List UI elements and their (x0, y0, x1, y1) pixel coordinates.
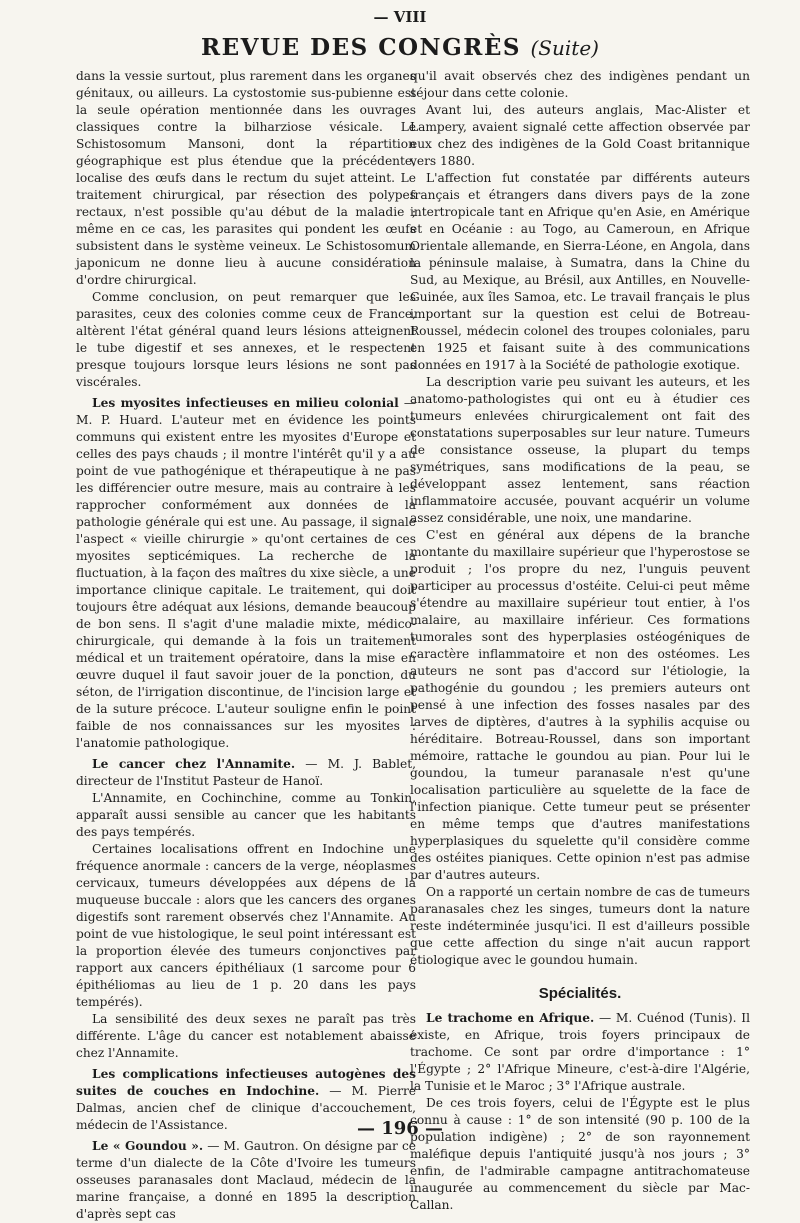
paragraph: Avant lui, des auteurs anglais, Mac-Alister et Lampery, avaient signalé cette affection observée par eux chez des indigènes de la Gold Coast britannique vers 1880. (410, 103, 750, 168)
paragraph: La sensibilité des deux sexes ne paraît pas très différente. L'âge du cancer est notablement abaissé chez l'Annamite. (76, 1012, 416, 1060)
paragraph: Les complications infectieuses autogènes des suites de couches en Indochine. — M. Pierre Dalmas, ancien chef de clinique d'accouchement, médecin de l'Assistance. (76, 1067, 416, 1132)
right-column (410, 68, 750, 1214)
paragraph: On a rapporté un certain nombre de cas de tumeurs paranasales chez les singes, tumeurs dont la nature reste indéterminée jusqu'ici. Il est d'ailleurs possible que cette affection du singe n'ait aucun rapport étiologique avec le goundou humain. (410, 885, 750, 967)
paragraph: C'est en général aux dépens de la branche montante du maxillaire supérieur que l'hyperostose se produit ; l'os propre du nez, l'unguis peuvent participer au processus d'ostéite. Celui-ci peut même s'étendre au maxillaire supérieur tout entier, à l'os malaire, au maxillaire inférieur. Ces formations tumorales sont des hyperplasies ostéogéniques de caractère inflammatoire et non des ostéomes. Les auteurs ne sont pas d'accord sur l'étiologie, la pathogénie du goundou ; les premiers auteurs ont pensé à une infection des fosses nasales par des larves de diptères, d'autres à la syphilis acquise ou héréditaire. Botreau-Roussel, dans son important mémoire, rattache le goundou au pian. Pour lui le goundou, la tumeur paranasale n'est qu'une localisation particulière au squelette de la face de l'infection pianique. Cette tumeur peut se présenter en même temps que d'autres manifestations hyperplasiques du squelette qu'il considère comme des ostéites pianiques. Cette opinion n'est pas admise par d'autres auteurs. (410, 528, 750, 882)
article-heading: Les complications infectieuses autogènes des suites de couches en Indochine. (76, 1067, 416, 1098)
running-title (0, 34, 800, 61)
left-column (76, 68, 416, 1223)
paragraph: Le « Goundou ». — M. Gautron. On désigne par ce terme d'un dialecte de la Côte d'Ivoire les tumeurs osseuses paranasales dont Maclaud, médecin de la marine française, a donné en 1895 la description d'après sept cas (76, 1139, 416, 1221)
paragraph: De ces trois foyers, celui de l'Égypte est le plus connu à cause : 1° de son intensité (90 p. 100 de la population indigène) ; 2° de son rayonnement maléfique depuis l'antiquité jusqu'à nos jours ; 3° enfin, de l'admirable campagne antitrachomateuse inaugurée au commencement du siècle par Mac-Callan. (410, 1096, 750, 1212)
article-heading: Les myosites infectieuses en milieu colonial (92, 396, 399, 410)
paragraph: Le trachome en Afrique. — M. Cuénod (Tunis). Il existe, en Afrique, trois foyers principaux de trachome. Ce sont par ordre d'importance : 1° l'Égypte ; 2° l'Afrique Mineure, c'est-à-dire l'Algérie, la Tunisie et le Maroc ; 3° l'Afrique australe. (410, 1011, 750, 1093)
article-heading: Le « Goundou ». (92, 1139, 204, 1153)
article-heading: Le cancer chez l'Annamite. (92, 757, 296, 771)
paragraph: Le cancer chez l'Annamite. — M. J. Bablet, directeur de l'Institut Pasteur de Hanoï. (76, 757, 416, 788)
paragraph: Comme conclusion, on peut remarquer que les parasites, ceux des colonies comme ceux de France, altèrent l'état général quand leurs lésions atteignent le tube digestif et ses annexes, et le respectent presque toujours lorsque leurs lésions ne sont pas viscérales. (76, 290, 416, 389)
page-roman-numeral: — VIII (373, 8, 427, 26)
article-heading: Le trachome en Afrique. (426, 1011, 595, 1025)
paragraph: L'Annamite, en Cochinchine, comme au Tonkin, apparaît aussi sensible au cancer que les habitants des pays tempérés. (76, 791, 416, 839)
paragraph: qu'il avait observés chez des indigènes pendant un séjour dans cette colonie. (410, 69, 750, 100)
section-heading: Spécialités. (538, 985, 622, 1002)
paragraph: Certaines localisations offrent en Indochine une fréquence anormale : cancers de la verge, néoplasmes cervicaux, tumeurs développées aux dépens de la muqueuse buccale : alors que les cancers des organes digestifs sont rarement observés chez l'Annamite. Au point de vue histologique, le seul point intéressant est la proportion élevée des tumeurs conjonctives par rapport aux cancers épithéliaux (1 sarcome pour 6 épithéliomas au lieu de 1 p. 20 dans les pays tempérés). (76, 842, 416, 1009)
paragraph: Les myosites infectieuses en milieu colonial — M. P. Huard. L'auteur met en évidence les points communs qui existent entre les myosites d'Europe et celles des pays chauds ; il montre l'intérêt qu'il y a au point de vue pathogénique et thérapeutique à ne pas les différencier outre mesure, mais au contraire à les rapprocher conformément aux données de la pathologie générale qui est une. Au passage, il signale l'aspect « vieille chirurgie » qu'ont certaines de ces myosites septicémiques. La recherche de la fluctuation, à la façon des maîtres du xixe siècle, a une importance clinique capitale. Le traitement, qui doit toujours être adéquat aux lésions, demande beaucoup de bon sens. Il s'agit d'une maladie mixte, médico-chirurgicale, qui demande à la fois un traitement médical et un traitement opératoire, dans la mise en œuvre duquel il faut savoir jouer de la ponction, du séton, de l'irrigation discontinue, de l'incision large et de la suture précoce. L'auteur souligne enfin le point faible de nos connaissances sur les myosites : l'anatomie pathologique. (76, 396, 417, 750)
paragraph: dans la vessie surtout, plus rarement dans les organes génitaux, ou ailleurs. La cystostomie sus-pubienne est la seule opération mentionnée dans les ouvrages classiques contre la bilharziose vésicale. Le Schistosomum Mansoni, dont la répartition géographique est plus étendue que la précédente, localise des œufs dans le rectum du sujet atteint. Le traitement chirurgical, par résection des polypes rectaux, n'est possible qu'au début de la maladie ; même en ce cas, les parasites qui pondent les œufs subsistent dans le système veineux. Le Schistosomum japonicum ne donne lieu à aucune considération d'ordre chirurgical. (76, 69, 416, 287)
title-subtitle: (Suite) (530, 36, 599, 60)
page-number: — 196 — (356, 1118, 444, 1139)
paragraph: La description varie peu suivant les auteurs, et les anatomo-pathologistes qui ont eu à étudier ces tumeurs enlevées chirurgicalement ont fait des constatations superposables sur leur nature. Tumeurs de consistance osseuse, la plupart du temps symétriques, sans modifications de la peau, se développant assez lentement, sans réaction inflammatoire accusée, pouvant acquérir un volume assez considérable, une noix, une mandarine. (410, 375, 750, 525)
title-text: REVUE DES CONGRÈS (201, 34, 521, 61)
paragraph: L'affection fut constatée par différents auteurs français et étrangers dans divers pays de la zone intertropicale tant en Afrique qu'en Asie, en Amérique et en Océanie : au Togo, au Cameroun, en Afrique Orientale allemande, en Sierra-Léone, en Angola, dans la péninsule malaise, à Sumatra, dans la Chine du Sud, au Mexique, au Brésil, aux Antilles, en Nouvelle-Guinée, aux îles Samoa, etc. Le travail français le plus important sur la question est celui de Botreau-Roussel, médecin colonel des troupes coloniales, paru en 1925 et faisant suite à des communications données en 1917 à la Société de pathologie exotique. (410, 171, 750, 372)
